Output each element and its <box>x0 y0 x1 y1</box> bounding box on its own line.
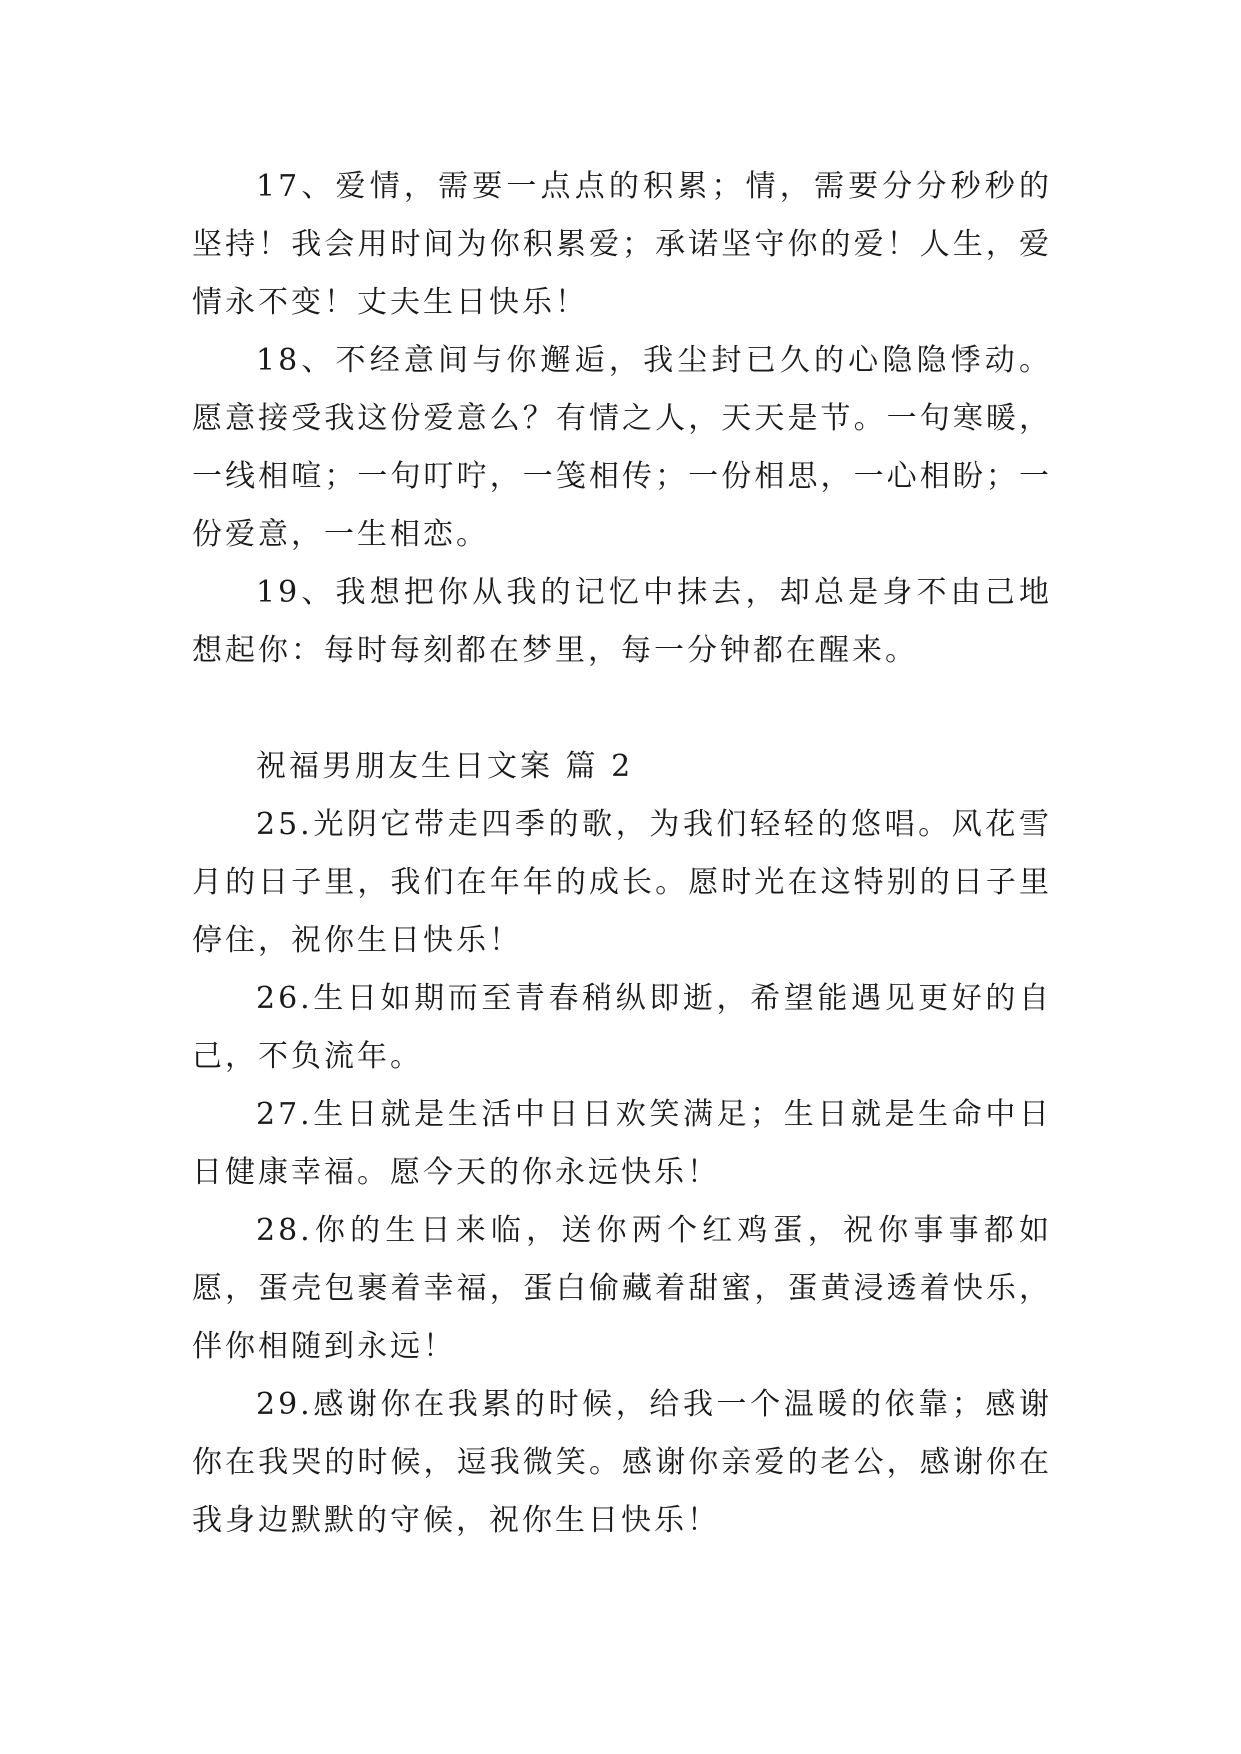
paragraph-17: 17、爱情，需要一点点的积累；情，需要分分秒秒的坚持！我会用时间为你积累爱；承诺坚守你的爱！人生，爱情永不变！丈夫生日快乐！ <box>192 169 1052 320</box>
paragraph-19: 19、我想把你从我的记忆中抹去，却总是身不由己地想起你：每时每刻都在梦里，每一分钟都在醒来。 <box>192 575 1052 668</box>
paragraph-26: 26.生日如期而至青春稍纵即逝，希望能遇见更好的自己，不负流年。 <box>192 981 1052 1074</box>
section-heading: 祝福男朋友生日文案 篇 2 <box>256 749 634 784</box>
paragraph-28: 28.你的生日来临，送你两个红鸡蛋，祝你事事都如愿，蛋壳包裹着幸福，蛋白偷藏着甜蜜，蛋黄浸透着快乐，伴你相随到永远！ <box>192 1213 1052 1364</box>
paragraph-29: 29.感谢你在我累的时候，给我一个温暖的依靠；感谢你在我哭的时候，逗我微笑。感谢你亲爱的老公，感谢你在我身边默默的守候，祝你生日快乐！ <box>192 1387 1052 1538</box>
paragraph-25: 25.光阴它带走四季的歌，为我们轻轻的悠唱。风花雪月的日子里，我们在年年的成长。愿时光在这特别的日子里停住，祝你生日快乐！ <box>192 807 1052 958</box>
paragraph-27: 27.生日就是生活中日日欢笑满足；生日就是生命中日日健康幸福。愿今天的你永远快乐！ <box>192 1097 1052 1190</box>
document-body <box>192 158 1052 1550</box>
paragraph-18: 18、不经意间与你邂逅，我尘封已久的心隐隐悸动。愿意接受我这份爱意么？有情之人，天天是节。一句寒暖，一线相喧；一句叮咛，一笺相传；一份相思，一心相盼；一份爱意，一生相恋。 <box>192 343 1052 552</box>
